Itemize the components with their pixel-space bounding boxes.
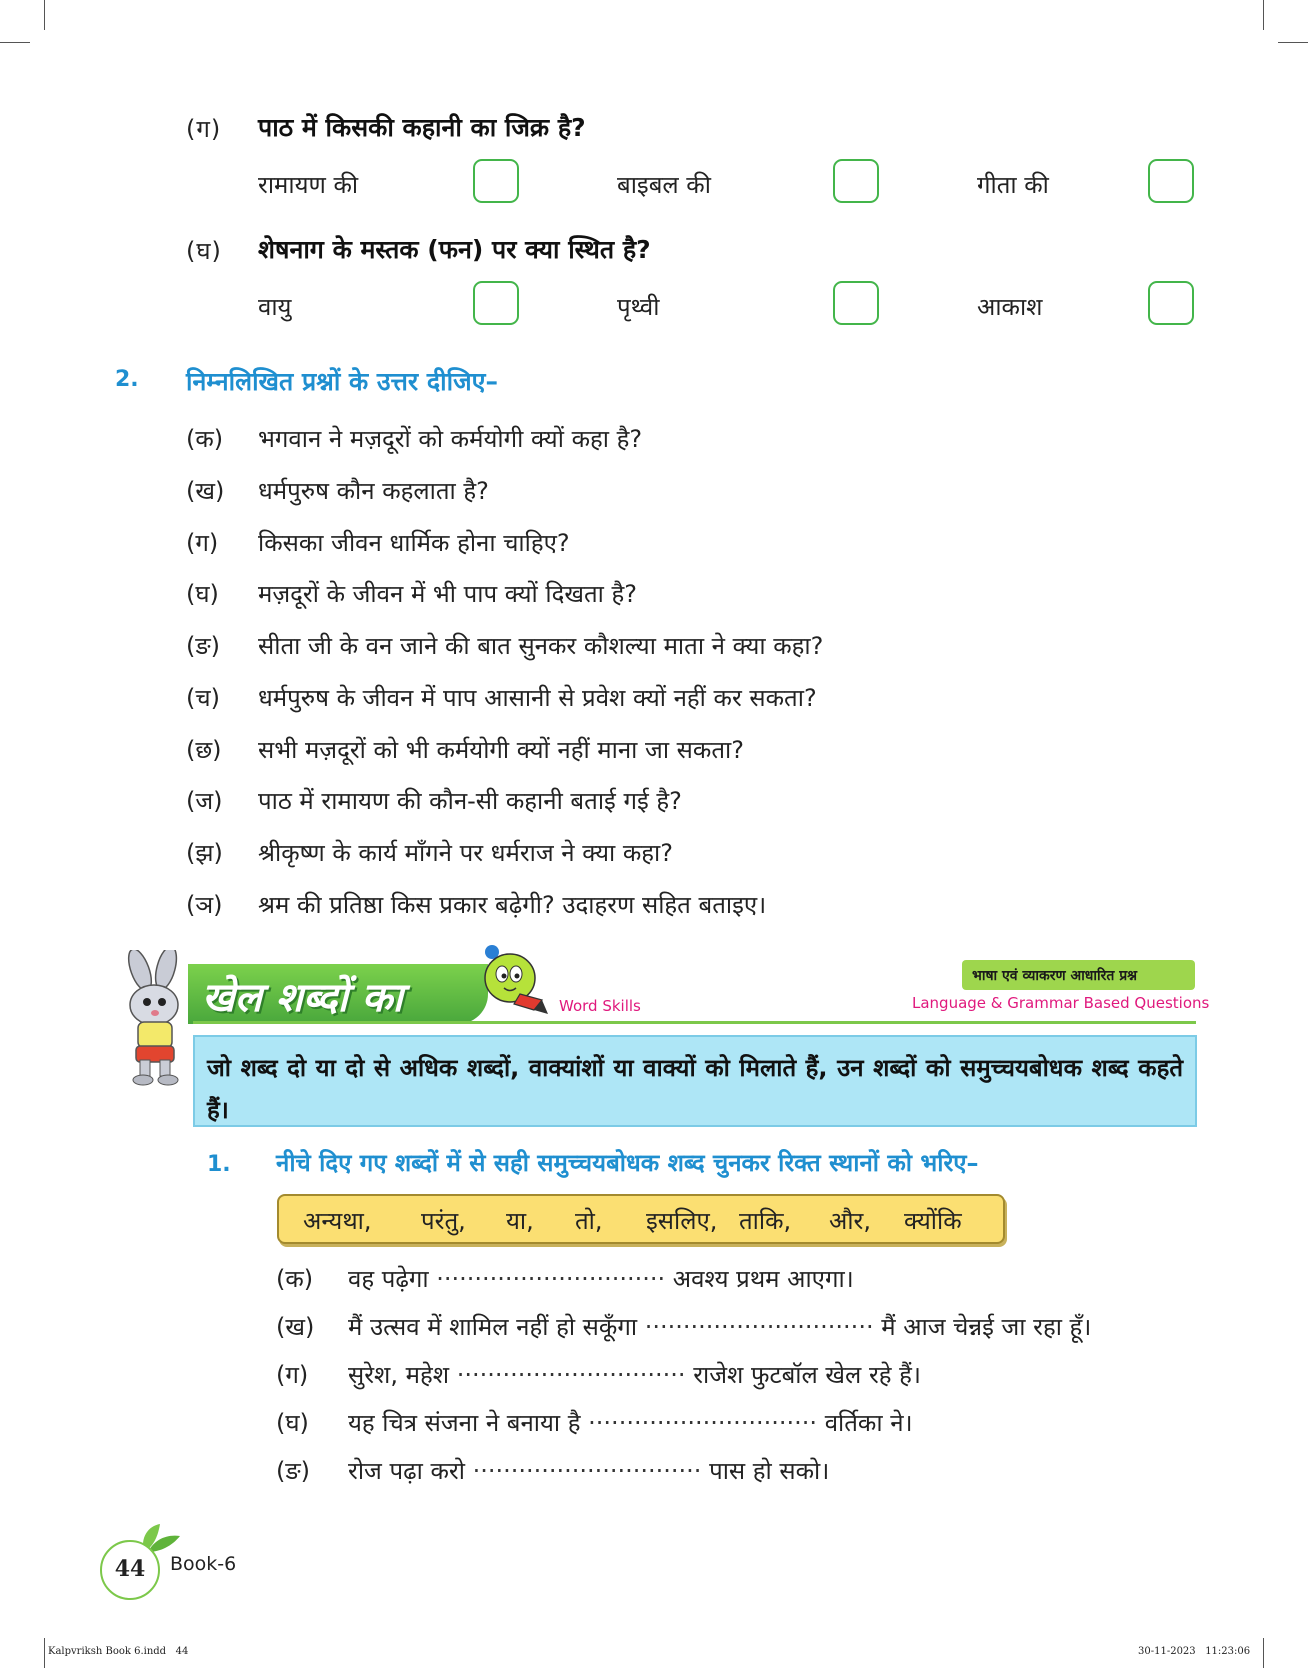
word-bank-item: अन्यथा, <box>303 1207 372 1235</box>
question-text: धर्मपुरुष कौन कहलाता है? <box>258 477 489 505</box>
fill-item-after: मैं आज चेन्नई जा रहा हूँ। <box>881 1313 1092 1341</box>
exercise-title: नीचे दिए गए शब्दों में से सही समुच्चयबोधक शब्द चुनकर रिक्त स्थानों को भरिए– <box>276 1149 979 1177</box>
question-label: (ञ) <box>186 891 223 919</box>
question-label: (क) <box>186 425 224 453</box>
word-bank-item: और, <box>829 1207 871 1235</box>
question-label: (ज) <box>186 787 223 815</box>
option-label: बाइबल की <box>617 171 711 199</box>
option-label: गीता की <box>977 171 1049 199</box>
option-label: आकाश <box>977 293 1043 321</box>
question-label: (ङ) <box>186 632 221 660</box>
question-label: (झ) <box>186 839 223 867</box>
crop-mark <box>44 0 45 30</box>
word-bank-item: तो, <box>575 1207 603 1235</box>
fill-item-before: मैं उत्सव में शामिल नहीं हो सकूँगा <box>348 1313 638 1341</box>
fill-item <box>348 1406 913 1439</box>
answer-checkbox[interactable] <box>473 159 519 203</box>
timestamp-slug: 30-11-2023 11:23:06 <box>1138 1646 1251 1657</box>
question-label: (ग) <box>186 529 219 557</box>
question-label: (घ) <box>186 237 222 265</box>
banner-title: खेल शब्दों का <box>202 975 403 1021</box>
question-label: (ख) <box>186 477 225 505</box>
option-label: पृथ्वी <box>617 293 660 321</box>
file-slug: Kalpvriksh Book 6.indd 44 <box>48 1646 189 1657</box>
fill-item-after: राजेश फुटबॉल खेल रहे हैं। <box>693 1361 921 1389</box>
fill-blank[interactable]: ······························ <box>472 1457 702 1485</box>
fill-item-label: (ख) <box>276 1313 315 1341</box>
question-text: श्रम की प्रतिष्ठा किस प्रकार बढ़ेगी? उदाहरण सहित बताइए। <box>258 891 767 919</box>
fill-item-label: (घ) <box>276 1409 309 1437</box>
fill-item-after: वर्तिका ने। <box>824 1409 913 1437</box>
question-text: सीता जी के वन जाने की बात सुनकर कौशल्या माता ने क्या कहा? <box>258 632 824 660</box>
fill-blank[interactable]: ······························ <box>436 1265 666 1293</box>
word-bank-item: या, <box>506 1207 534 1235</box>
fill-blank[interactable]: ······························ <box>456 1361 686 1389</box>
section-title: निम्नलिखित प्रश्नों के उत्तर दीजिए– <box>186 367 498 396</box>
word-bank-item: परंतु, <box>421 1207 466 1235</box>
section-number: 2. <box>115 367 139 392</box>
book-label: Book-6 <box>170 1553 237 1575</box>
answer-checkbox[interactable] <box>1148 281 1194 325</box>
fill-item <box>348 1310 1091 1343</box>
question-text: मज़दूरों के जीवन में भी पाप क्यों दिखता है? <box>258 580 637 608</box>
question-text: सभी मज़दूरों को भी कर्मयोगी क्यों नहीं माना जा सकता? <box>258 736 744 764</box>
fill-item-before: यह चित्र संजना ने बनाया है <box>348 1409 581 1437</box>
question-title: पाठ में किसकी कहानी का जिक्र है? <box>258 113 586 142</box>
question-title: शेषनाग के मस्तक (फन) पर क्या स्थित है? <box>258 235 651 264</box>
fill-item-before: रोज पढ़ा करो <box>348 1457 465 1485</box>
fill-item <box>348 1358 921 1391</box>
page-number-circle <box>100 1540 160 1600</box>
fill-item-after: पास हो सको। <box>709 1457 830 1485</box>
question-text: पाठ में रामायण की कौन-सी कहानी बताई गई है? <box>258 787 682 815</box>
question-label: (च) <box>186 684 220 712</box>
crop-mark <box>1263 0 1264 30</box>
crop-mark <box>0 42 30 43</box>
crop-mark <box>1263 1638 1264 1668</box>
definition-box <box>193 1035 1197 1127</box>
word-bank-item: इसलिए, <box>646 1207 718 1235</box>
question-label: (घ) <box>186 580 219 608</box>
grammar-tag <box>962 960 1195 990</box>
banner-subtitle: Word Skills <box>559 997 641 1015</box>
pencil-mascot-icon <box>480 944 550 1016</box>
question-text: भगवान ने मज़दूरों को कर्मयोगी क्यों कहा है? <box>258 425 643 453</box>
word-bank-item: ताकि, <box>739 1207 792 1235</box>
fill-item <box>348 1262 854 1295</box>
fill-blank[interactable]: ······························ <box>644 1313 874 1341</box>
option-label: वायु <box>258 293 292 321</box>
question-text: धर्मपुरुष के जीवन में पाप आसानी से प्रवेश क्यों नहीं कर सकता? <box>258 684 817 712</box>
grammar-tag-english: Language & Grammar Based Questions <box>912 994 1210 1012</box>
fill-item-label: (ङ) <box>276 1457 311 1485</box>
fill-item <box>348 1454 829 1487</box>
answer-checkbox[interactable] <box>833 159 879 203</box>
page-number: 44 <box>114 1556 146 1582</box>
question-label: (छ) <box>186 736 222 764</box>
option-label: रामायण की <box>258 171 359 199</box>
fill-blank[interactable]: ······························ <box>588 1409 818 1437</box>
rabbit-mascot-icon <box>110 950 200 1090</box>
word-bank-item: क्योंकि <box>904 1207 962 1235</box>
answer-checkbox[interactable] <box>1148 159 1194 203</box>
banner-divider <box>193 1021 1196 1024</box>
answer-checkbox[interactable] <box>833 281 879 325</box>
answer-checkbox[interactable] <box>473 281 519 325</box>
fill-item-label: (ग) <box>276 1361 309 1389</box>
fill-item-before: वह पढ़ेगा <box>348 1265 429 1293</box>
exercise-number: 1. <box>207 1152 231 1177</box>
fill-item-label: (क) <box>276 1265 314 1293</box>
crop-mark <box>44 1638 45 1668</box>
crop-mark <box>1278 42 1308 43</box>
question-text: श्रीकृष्ण के कार्य माँगने पर धर्मराज ने क्या कहा? <box>258 839 673 867</box>
fill-item-after: अवश्य प्रथम आएगा। <box>672 1265 854 1293</box>
fill-item-before: सुरेश, महेश <box>348 1361 450 1389</box>
banner-title-box <box>188 964 488 1024</box>
question-label: (ग) <box>186 115 222 143</box>
word-bank <box>277 1194 1005 1244</box>
definition-text: जो शब्द दो या दो से अधिक शब्दों, वाक्यांशों या वाक्यों को मिलाते हैं, उन शब्दों को समुच्चयबोधक शब्द कहते हैं। <box>207 1054 1183 1124</box>
question-text: किसका जीवन धार्मिक होना चाहिए? <box>258 529 570 557</box>
grammar-tag-hindi: भाषा एवं व्याकरण आधारित प्रश्न <box>972 968 1138 984</box>
